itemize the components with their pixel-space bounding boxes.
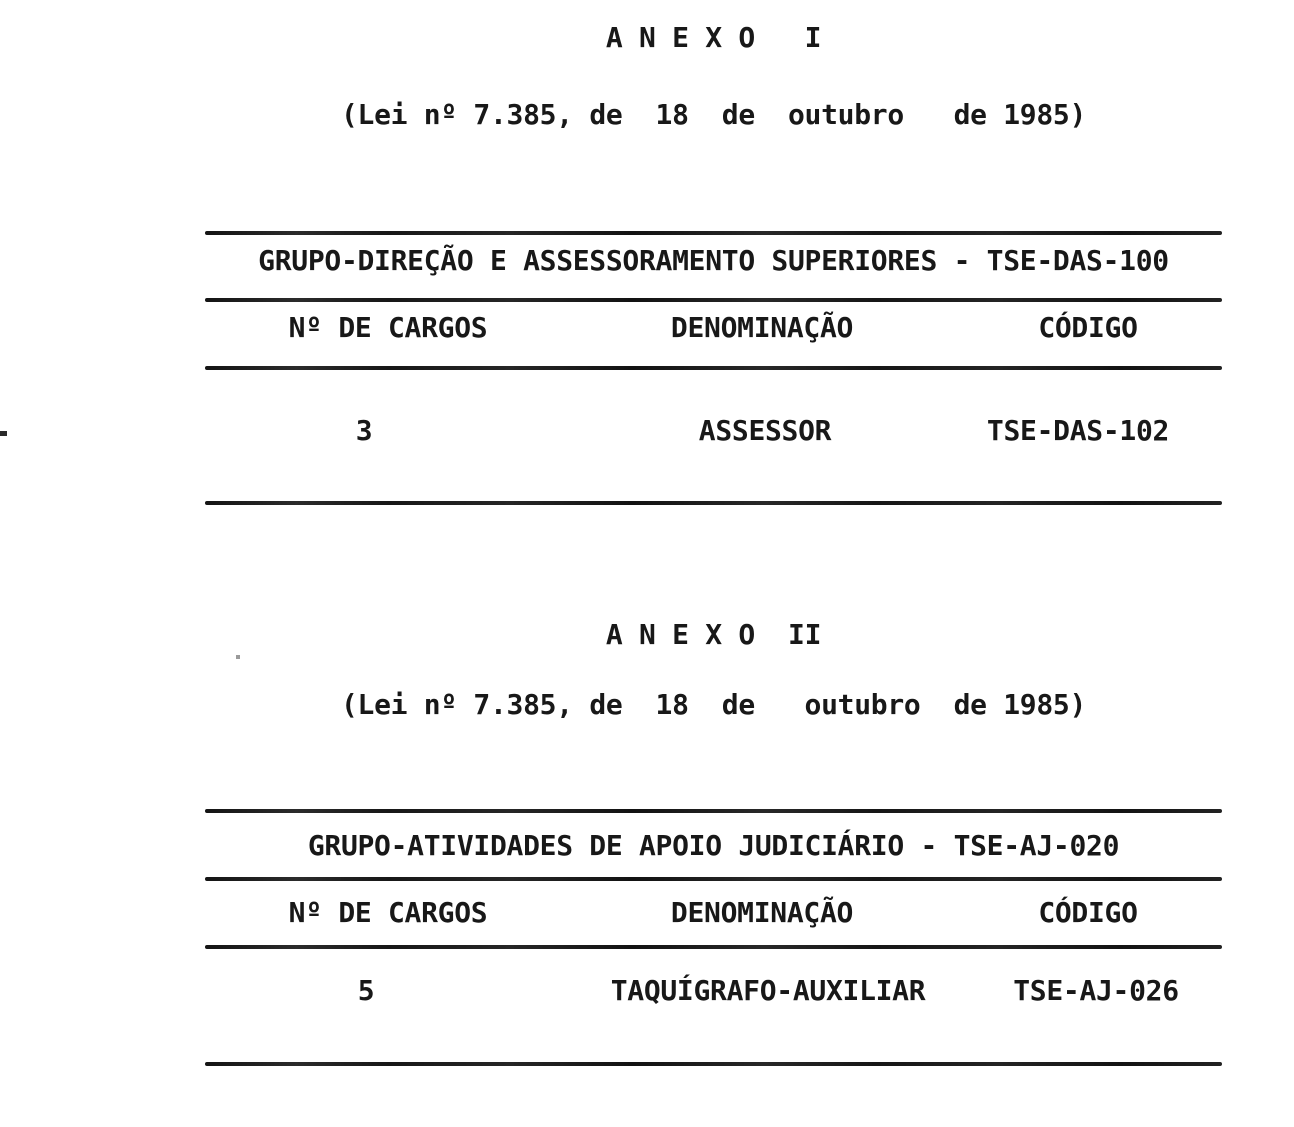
anexo2-row-denominacao: TAQUÍGRAFO-AUXILIAR <box>610 974 926 1007</box>
anexo1-title: A N E X O I <box>605 21 822 54</box>
anexo2-row-num-cargos: 5 <box>357 974 375 1007</box>
anexo1-column-header-codigo: CÓDIGO <box>1038 311 1138 344</box>
anexo1-table-top-rule <box>205 231 1222 235</box>
anexo2-table-header-bottom-rule <box>205 945 1222 949</box>
anexo2-row-codigo: TSE-AJ-026 <box>1013 974 1179 1007</box>
anexo1-row-codigo: TSE-DAS-102 <box>986 414 1170 447</box>
anexo1-column-header-denominacao: DENOMINAÇÃO <box>670 311 854 344</box>
anexo2-column-header-codigo: CÓDIGO <box>1038 896 1138 929</box>
anexo1-table-bottom-rule <box>205 501 1222 505</box>
anexo2-table-group-header: GRUPO-ATIVIDADES DE APOIO JUDICIÁRIO - TSE-AJ-020 <box>307 829 1120 862</box>
anexo1-row-num-cargos: 3 <box>355 414 373 447</box>
anexo1-table-header-bottom-rule <box>205 366 1222 370</box>
scan-artifact-dot <box>236 655 240 659</box>
anexo2-table-top-rule <box>205 809 1222 813</box>
anexo1-table-group-header: GRUPO-DIREÇÃO E ASSESSORAMENTO SUPERIORES - TSE-DAS-100 <box>258 244 1169 277</box>
anexo1-subtitle: (Lei nº 7.385, de 18 de outubro de 1985) <box>340 98 1087 131</box>
anexo1-row-denominacao: ASSESSOR <box>698 414 832 447</box>
anexo2-subtitle: (Lei nº 7.385, de 18 de outubro de 1985) <box>340 688 1087 721</box>
anexo2-table-bottom-rule <box>205 1062 1222 1066</box>
scan-artifact-left-margin <box>0 431 7 436</box>
anexo1-column-header-num-cargos: Nº DE CARGOS <box>288 311 488 344</box>
anexo2-column-header-num-cargos: Nº DE CARGOS <box>288 896 488 929</box>
anexo2-table-header-top-rule <box>205 877 1222 881</box>
anexo1-table-header-top-rule <box>205 298 1222 302</box>
anexo2-column-header-denominacao: DENOMINAÇÃO <box>670 896 854 929</box>
anexo2-title: A N E X O II <box>605 618 822 651</box>
